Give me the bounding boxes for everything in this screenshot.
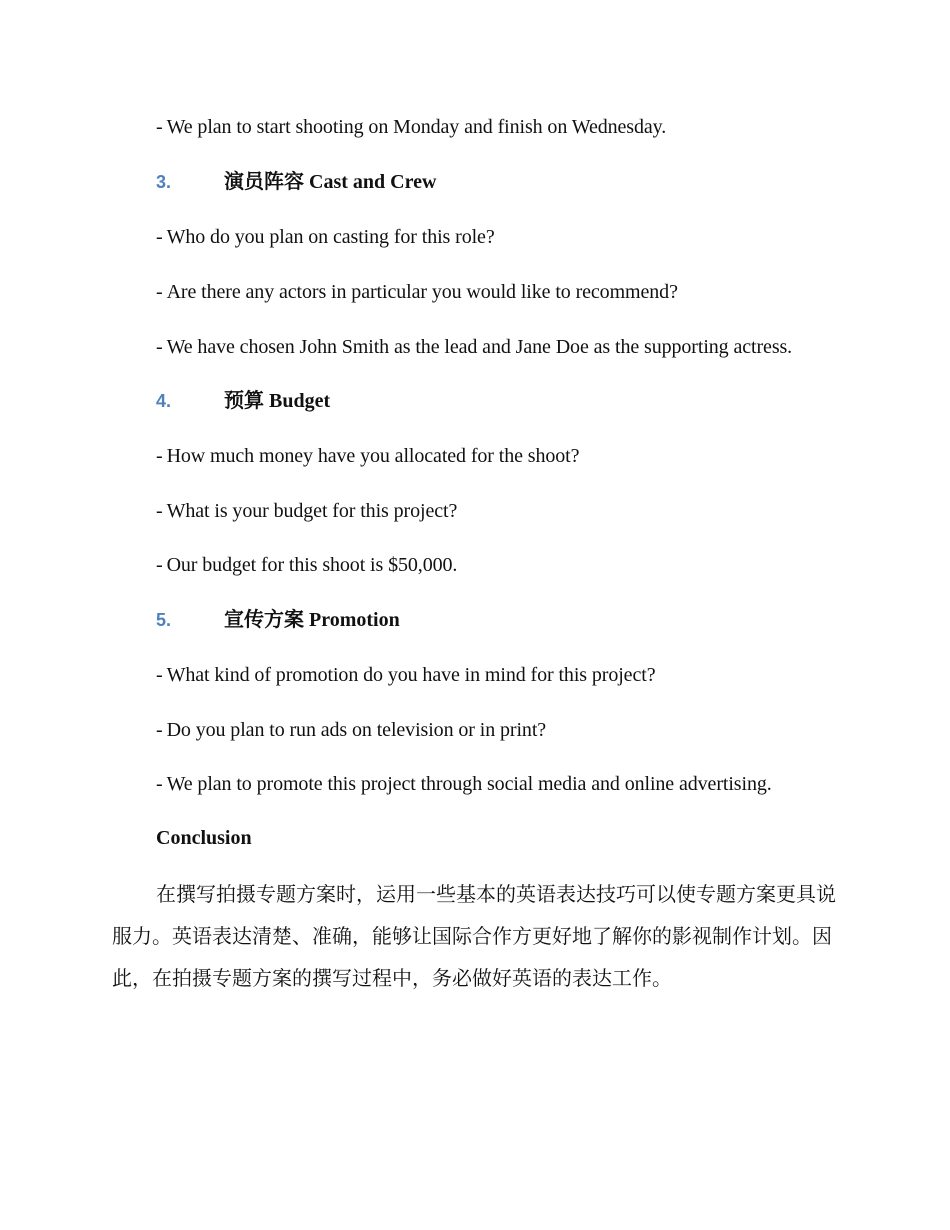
dash-marker: - bbox=[156, 281, 163, 303]
conclusion-heading: Conclusion bbox=[156, 827, 252, 849]
list-item bbox=[156, 772, 772, 796]
dash-marker: - bbox=[156, 445, 163, 467]
dash-marker: - bbox=[156, 116, 163, 138]
section-number: 4. bbox=[156, 391, 172, 411]
list-item-text: What kind of promotion do you have in mind for this project? bbox=[166, 664, 656, 686]
section-heading-cast: 演员阵容 Cast and Crew bbox=[224, 171, 437, 193]
list-item bbox=[156, 663, 655, 687]
list-item bbox=[156, 335, 792, 359]
section-heading-promotion: 宣传方案 Promotion bbox=[224, 609, 400, 631]
list-item-text: We plan to start shooting on Monday and finish on Wednesday. bbox=[166, 116, 667, 138]
list-item-text: Who do you plan on casting for this role? bbox=[166, 226, 495, 248]
dash-marker: - bbox=[156, 719, 163, 741]
list-item bbox=[156, 553, 457, 577]
list-item-text: Do you plan to run ads on television or in print? bbox=[166, 719, 547, 741]
list-item bbox=[156, 718, 546, 742]
list-item bbox=[156, 280, 678, 304]
list-item-text: We have chosen John Smith as the lead and Jane Doe as the supporting actress. bbox=[166, 336, 793, 358]
section-number: 5. bbox=[156, 610, 172, 630]
list-item-text: We plan to promote this project through social media and online advertising. bbox=[166, 773, 772, 795]
dash-marker: - bbox=[156, 773, 163, 795]
dash-marker: - bbox=[156, 664, 163, 686]
list-item-text: Are there any actors in particular you would like to recommend? bbox=[166, 281, 678, 303]
dash-marker: - bbox=[156, 226, 163, 248]
dash-marker: - bbox=[156, 336, 163, 358]
dash-marker: - bbox=[156, 554, 163, 576]
list-item bbox=[156, 499, 457, 523]
section-number: 3. bbox=[156, 172, 172, 192]
list-item bbox=[156, 444, 579, 468]
list-item bbox=[156, 115, 666, 139]
conclusion-paragraph: 在撰写拍摄专题方案时，运用一些基本的英语表达技巧可以使专题方案更具说服力。英语表达清楚、准确，能够让国际合作方更好地了解你的影视制作计划。因此，在拍摄专题方案的撰写过程中，务必做好英语的表达工作。 bbox=[112, 882, 836, 990]
list-item-text: What is your budget for this project? bbox=[166, 500, 458, 522]
dash-marker: - bbox=[156, 500, 163, 522]
list-item bbox=[156, 225, 495, 249]
list-item-text: How much money have you allocated for the shoot? bbox=[166, 445, 580, 467]
list-item-text: Our budget for this shoot is $50,000. bbox=[166, 554, 458, 576]
section-heading-budget: 预算 Budget bbox=[224, 390, 331, 412]
